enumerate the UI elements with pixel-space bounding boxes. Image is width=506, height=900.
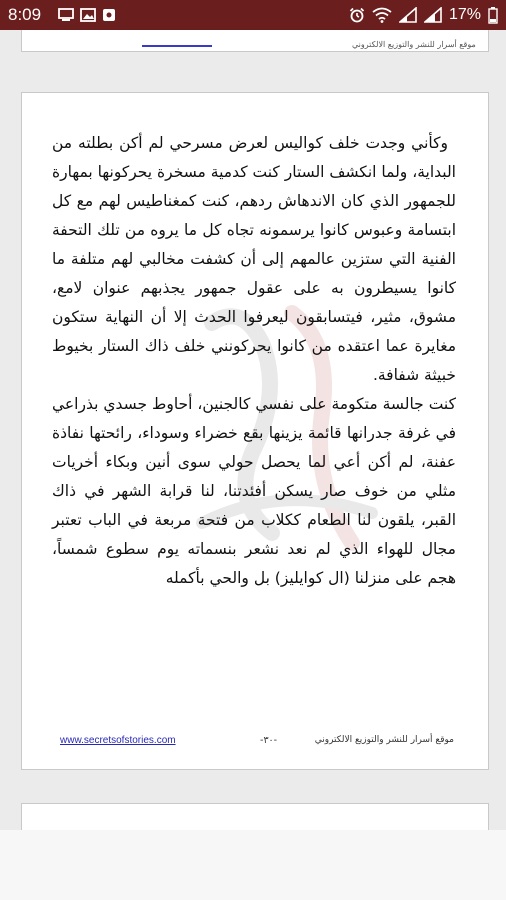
- bottom-area: [0, 830, 506, 900]
- pdf-viewer[interactable]: [0, 30, 506, 830]
- previous-page-link-fragment: [142, 45, 212, 47]
- paragraph-2: كنت جالسة متكومة على نفسي كالجنين، أحاوط جسدي بذراعي في غرفة جدرانها قائمة يزينها بقع خضراء وسوداء، رائحتها نفاذة عفنة، لم أكن أعي لما يحصل حولي سوى أنين وبكاء أخريات مثلي من خوف صار يسكن أفئدتنا، لنا قرابة الشهر في ذاك القبر، يلقون لنا الطعام ككلاب من فتحة مربعة في الباب تعتبر مجال للهواء الذي لم نعد نشعر بنسماته يوم سطوع شمساً، هجم على منزلنا (ال كوايليز) بل والحي بأكمله: [52, 395, 456, 587]
- screen-icon: [58, 8, 74, 22]
- gallery-icon: [80, 8, 96, 22]
- clock: 8:09: [8, 5, 42, 24]
- system-icons: [349, 6, 498, 24]
- publisher-name: موقع أسرار للنشر والتوزيع الالكتروني: [314, 735, 454, 745]
- status-bar: [0, 0, 506, 30]
- page-footer: [60, 735, 454, 755]
- next-page: [21, 803, 489, 830]
- current-page: [21, 92, 489, 770]
- website-link[interactable]: www.secretsofstories.com: [60, 735, 176, 746]
- paragraph-1: وكأني وجدت خلف كواليس لعرض مسرحي لم أكن بطلته من البداية، ولما انكشف الستار كنت كدمية مسخرة يحركونها بمهارة للجمهور الذي كان الاندهاش ردهم، كنت كمغناطيس لهم مع كل ابتسامة وعبوس كانوا يرسمونه تجاه كل ما يروه من تلك التحفة الفنية التي ستزين عالمهم إلى أن كشفت مخالبي لهم متلفة ما كانوا يسيطرون به على عقول جمهور يجذبهم عنوان لامع، مشوق، مثير، فيتسابقون ليعرفوا الحدث إلا أن النهاية ستكون مغايرة عما اعتقده من كانوا يحركونني خلف ذاك الستار بخيوط خبيثة شفافة.: [52, 134, 456, 384]
- notification-icons: [58, 8, 116, 22]
- page-body: [52, 129, 456, 593]
- previous-page: [21, 30, 489, 52]
- battery-percentage: 17%: [448, 6, 481, 23]
- app-notification-icon: [102, 8, 116, 22]
- signal-icon: [399, 7, 417, 23]
- alarm-icon: [349, 7, 365, 23]
- signal-icon-2: [424, 7, 442, 23]
- battery-icon: [488, 7, 498, 24]
- previous-page-footer-fragment: موقع أسرار للنشر والتوزيع الالكتروني: [352, 40, 476, 49]
- page-number: -٣٠-: [260, 735, 278, 746]
- wifi-icon: [372, 7, 392, 23]
